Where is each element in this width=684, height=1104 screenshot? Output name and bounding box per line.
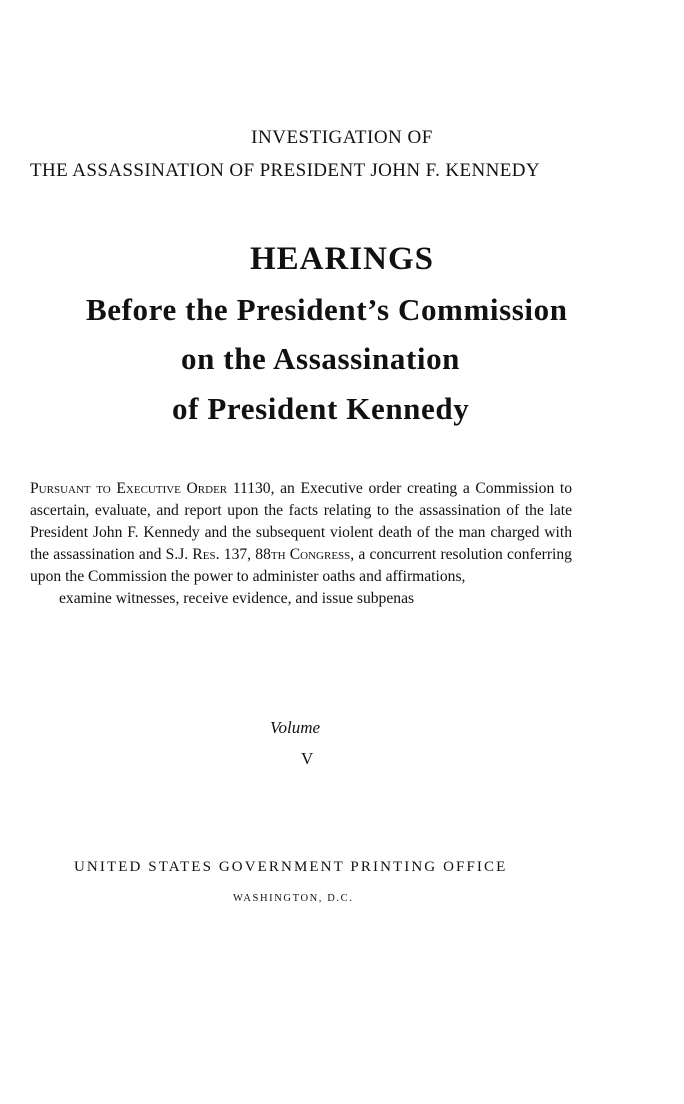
- title-line-2: THE ASSASSINATION OF PRESIDENT JOHN F. KENNEDY: [30, 160, 541, 181]
- commission-line-2: on the Assassination: [181, 341, 461, 376]
- pursuant-paragraph: [30, 478, 572, 610]
- volume-label: Volume: [270, 718, 321, 737]
- commission-line-3: of President Kennedy: [172, 391, 470, 426]
- res-smallcaps: Res.: [192, 546, 220, 563]
- th-smallcaps: th: [270, 546, 286, 563]
- publisher-name: UNITED STATES GOVERNMENT PRINTING OFFICE: [74, 859, 508, 875]
- pursuant-last-line: examine witnesses, receive evidence, and issue subpenas: [59, 590, 415, 607]
- pursuant-text-2: 137, 88: [223, 546, 271, 563]
- executive-smallcaps: Executive: [116, 480, 181, 497]
- pursuant-text-1: 11130, an Executive order creating a Commission to ascertain, evaluate, and report upon the facts relating to the assassination of the late President John F. Kennedy and the subsequent violent death of the man charged with the assassination and S.J.: [30, 480, 572, 563]
- commission-line-1: Before the President’s Commission: [86, 292, 568, 327]
- hearings-heading: HEARINGS: [249, 241, 435, 277]
- pursuant-text-3: a concurrent resolution conferring upon the Commission the power to administer oaths and affirmations,: [30, 546, 572, 585]
- publisher-place: WASHINGTON, D.C.: [233, 893, 354, 904]
- pursuant-smallcaps: Pursuant: [30, 480, 91, 497]
- volume-number: V: [301, 749, 314, 768]
- congress-smallcaps: Congress,: [289, 546, 355, 563]
- to-smallcaps: to: [96, 480, 111, 497]
- order-smallcaps: Order: [186, 480, 228, 497]
- title-line-1: INVESTIGATION OF: [251, 127, 433, 148]
- pursuant-body: [30, 478, 572, 588]
